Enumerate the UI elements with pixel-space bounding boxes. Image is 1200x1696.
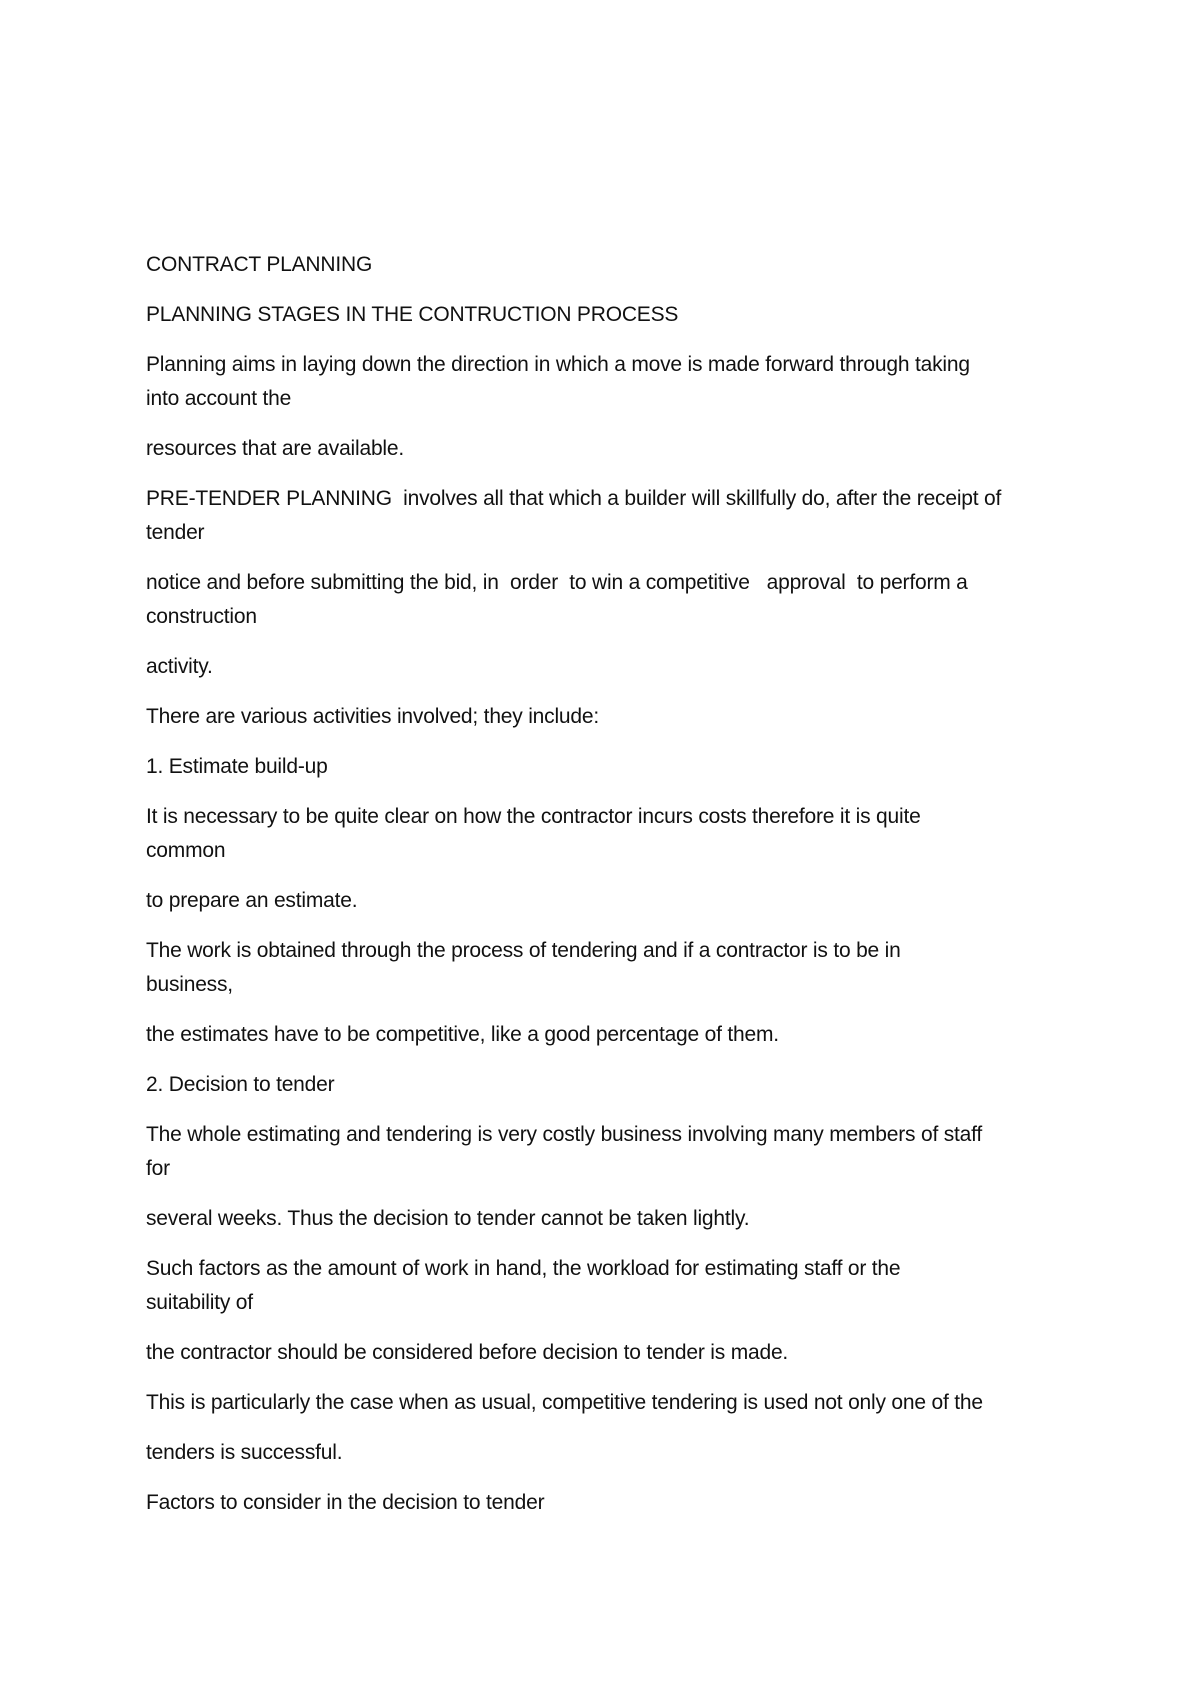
paragraph: It is necessary to be quite clear on how the contractor incurs costs therefore it is quite common [146, 805, 921, 862]
paragraph: There are various activities involved; they include: [146, 705, 599, 728]
paragraph: the estimates have to be competitive, like a good percentage of them. [146, 1023, 779, 1046]
paragraph: the contractor should be considered before decision to tender is made. [146, 1341, 789, 1364]
paragraph: PRE-TENDER PLANNING involves all that which a builder will skillfully do, after the receipt of tender [146, 487, 1002, 544]
section-heading: PLANNING STAGES IN THE CONTRUCTION PROCESS [146, 303, 679, 326]
paragraph: to prepare an estimate. [146, 889, 358, 912]
paragraph: Factors to consider in the decision to tender [146, 1491, 545, 1514]
paragraph: The work is obtained through the process of tendering and if a contractor is to be in business, [146, 939, 901, 996]
list-item-heading: 1. Estimate build-up [146, 755, 328, 778]
paragraph: Planning aims in laying down the direction in which a move is made forward through taking into account the [146, 353, 970, 410]
paragraph: activity. [146, 655, 213, 678]
document-body [146, 248, 1066, 1536]
paragraph: resources that are available. [146, 437, 405, 460]
list-item-heading: 2. Decision to tender [146, 1073, 335, 1096]
paragraph: tenders is successful. [146, 1441, 343, 1464]
paragraph: This is particularly the case when as usual, competitive tendering is used not only one of the [146, 1391, 983, 1414]
document-title: CONTRACT PLANNING [146, 253, 373, 276]
paragraph: Such factors as the amount of work in hand, the workload for estimating staff or the suitability of [146, 1257, 901, 1314]
paragraph: several weeks. Thus the decision to tender cannot be taken lightly. [146, 1207, 750, 1230]
paragraph: The whole estimating and tendering is very costly business involving many members of staff for [146, 1123, 983, 1180]
paragraph: notice and before submitting the bid, in order to win a competitive approval to perform a construction [146, 571, 968, 628]
